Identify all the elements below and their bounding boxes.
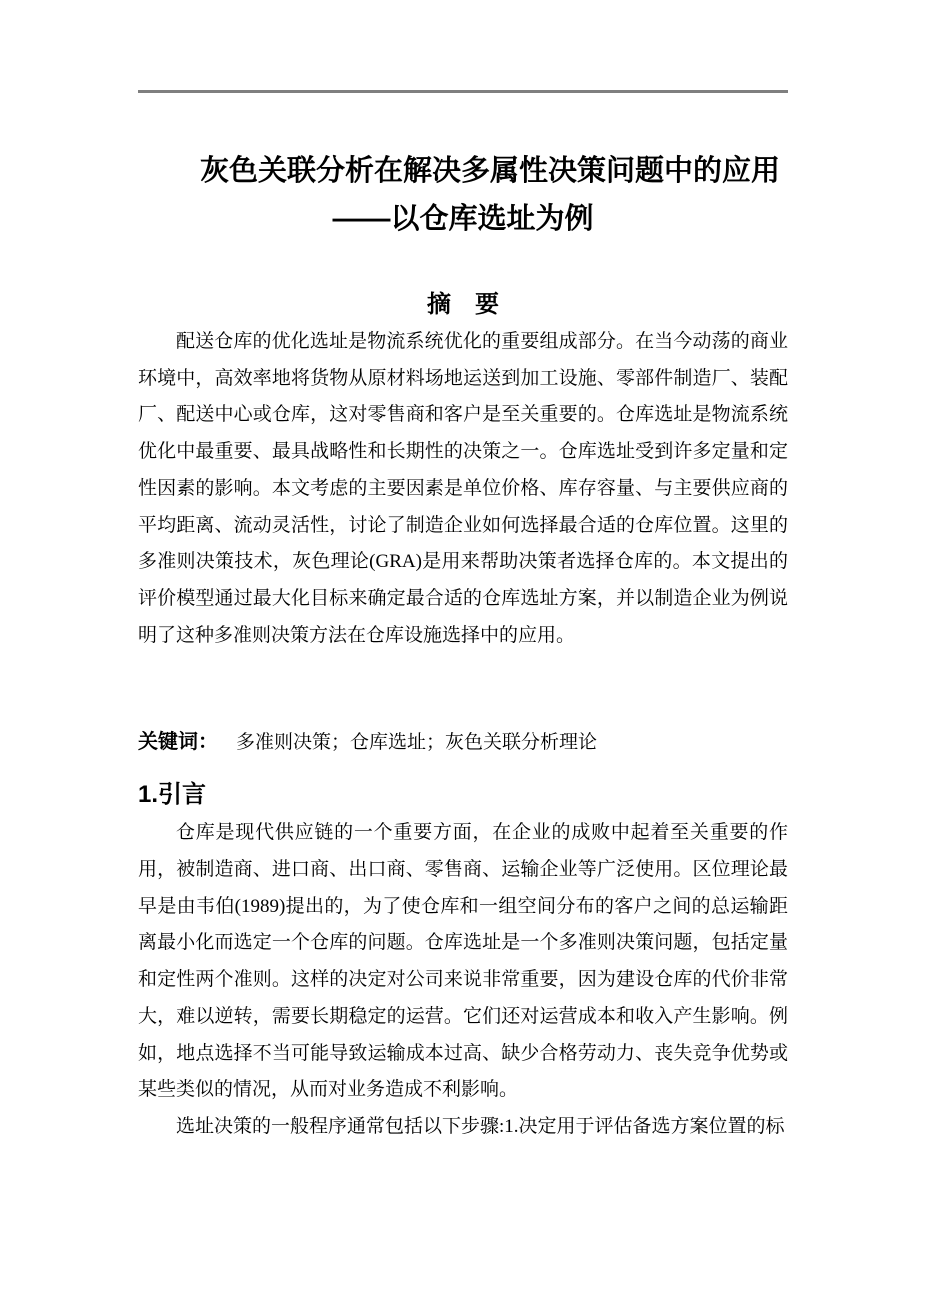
keywords-label: 关键词： bbox=[138, 731, 218, 754]
introduction-paragraph-2: 选址决策的一般程序通常包括以下步骤:1.决定用于评估备选方案位置的标 bbox=[176, 1115, 785, 1137]
page-content bbox=[138, 0, 788, 1146]
paper-title-line-1: 灰色关联分析在解决多属性决策问题中的应用 bbox=[199, 155, 780, 187]
abstract-heading: 摘 要 bbox=[427, 291, 499, 318]
paper-title-line-2: ——以仓库选址为例 bbox=[332, 203, 594, 235]
keywords-text: 多准则决策；仓库选址；灰色关联分析理论 bbox=[236, 732, 598, 754]
keywords-line bbox=[138, 724, 788, 761]
abstract-paragraph: 配送仓库的优化选址是物流系统优化的重要组成部分。在当今动荡的商业环境中，高效率地将货物从原材料场地运送到加工设施、零部件制造厂、装配厂、配送中心或仓库，这对零售商和客户是至关重要的。仓库选址是物流系统优化中最重要、最具战略性和长期性的决策之一。仓库选址受到许多定量和定性因素的影响。本文考虑的主要因素是单位价格、库存容量、与主要供应商的平均距离、流动灵活性，讨论了制造企业如何选择最合适的仓库位置。这里的多准则决策技术，灰色理论(GRA)是用来帮助决策者选择仓库的。本文提出的评价模型通过最大化目标来确定最合适的仓库选址方案，并以制造企业为例说明了这种多准则决策方法在仓库设施选择中的应用。 bbox=[138, 331, 788, 646]
introduction-heading: 1.引言 bbox=[138, 781, 207, 809]
paper-title bbox=[138, 147, 788, 243]
introduction-paragraph-1: 仓库是现代供应链的一个重要方面，在企业的成败中起着至关重要的作用，被制造商、进口商、出口商、零售商、运输企业等广泛使用。区位理论最早是由韦伯(1989)提出的，为了使仓库和一组空间分布的客户之间的总运输距离最小化而选定一个仓库的问题。仓库选址是一个多准则决策问题，包括定量和定性两个准则。这样的决定对公司来说非常重要，因为建设仓库的代价非常大，难以逆转，需要长期稳定的运营。它们还对运营成本和收入产生影响。例如，地点选择不当可能导致运输成本过高、缺少合格劳动力、丧失竞争优势或某些类似的情况，从而对业务造成不利影响。 bbox=[138, 822, 788, 1101]
